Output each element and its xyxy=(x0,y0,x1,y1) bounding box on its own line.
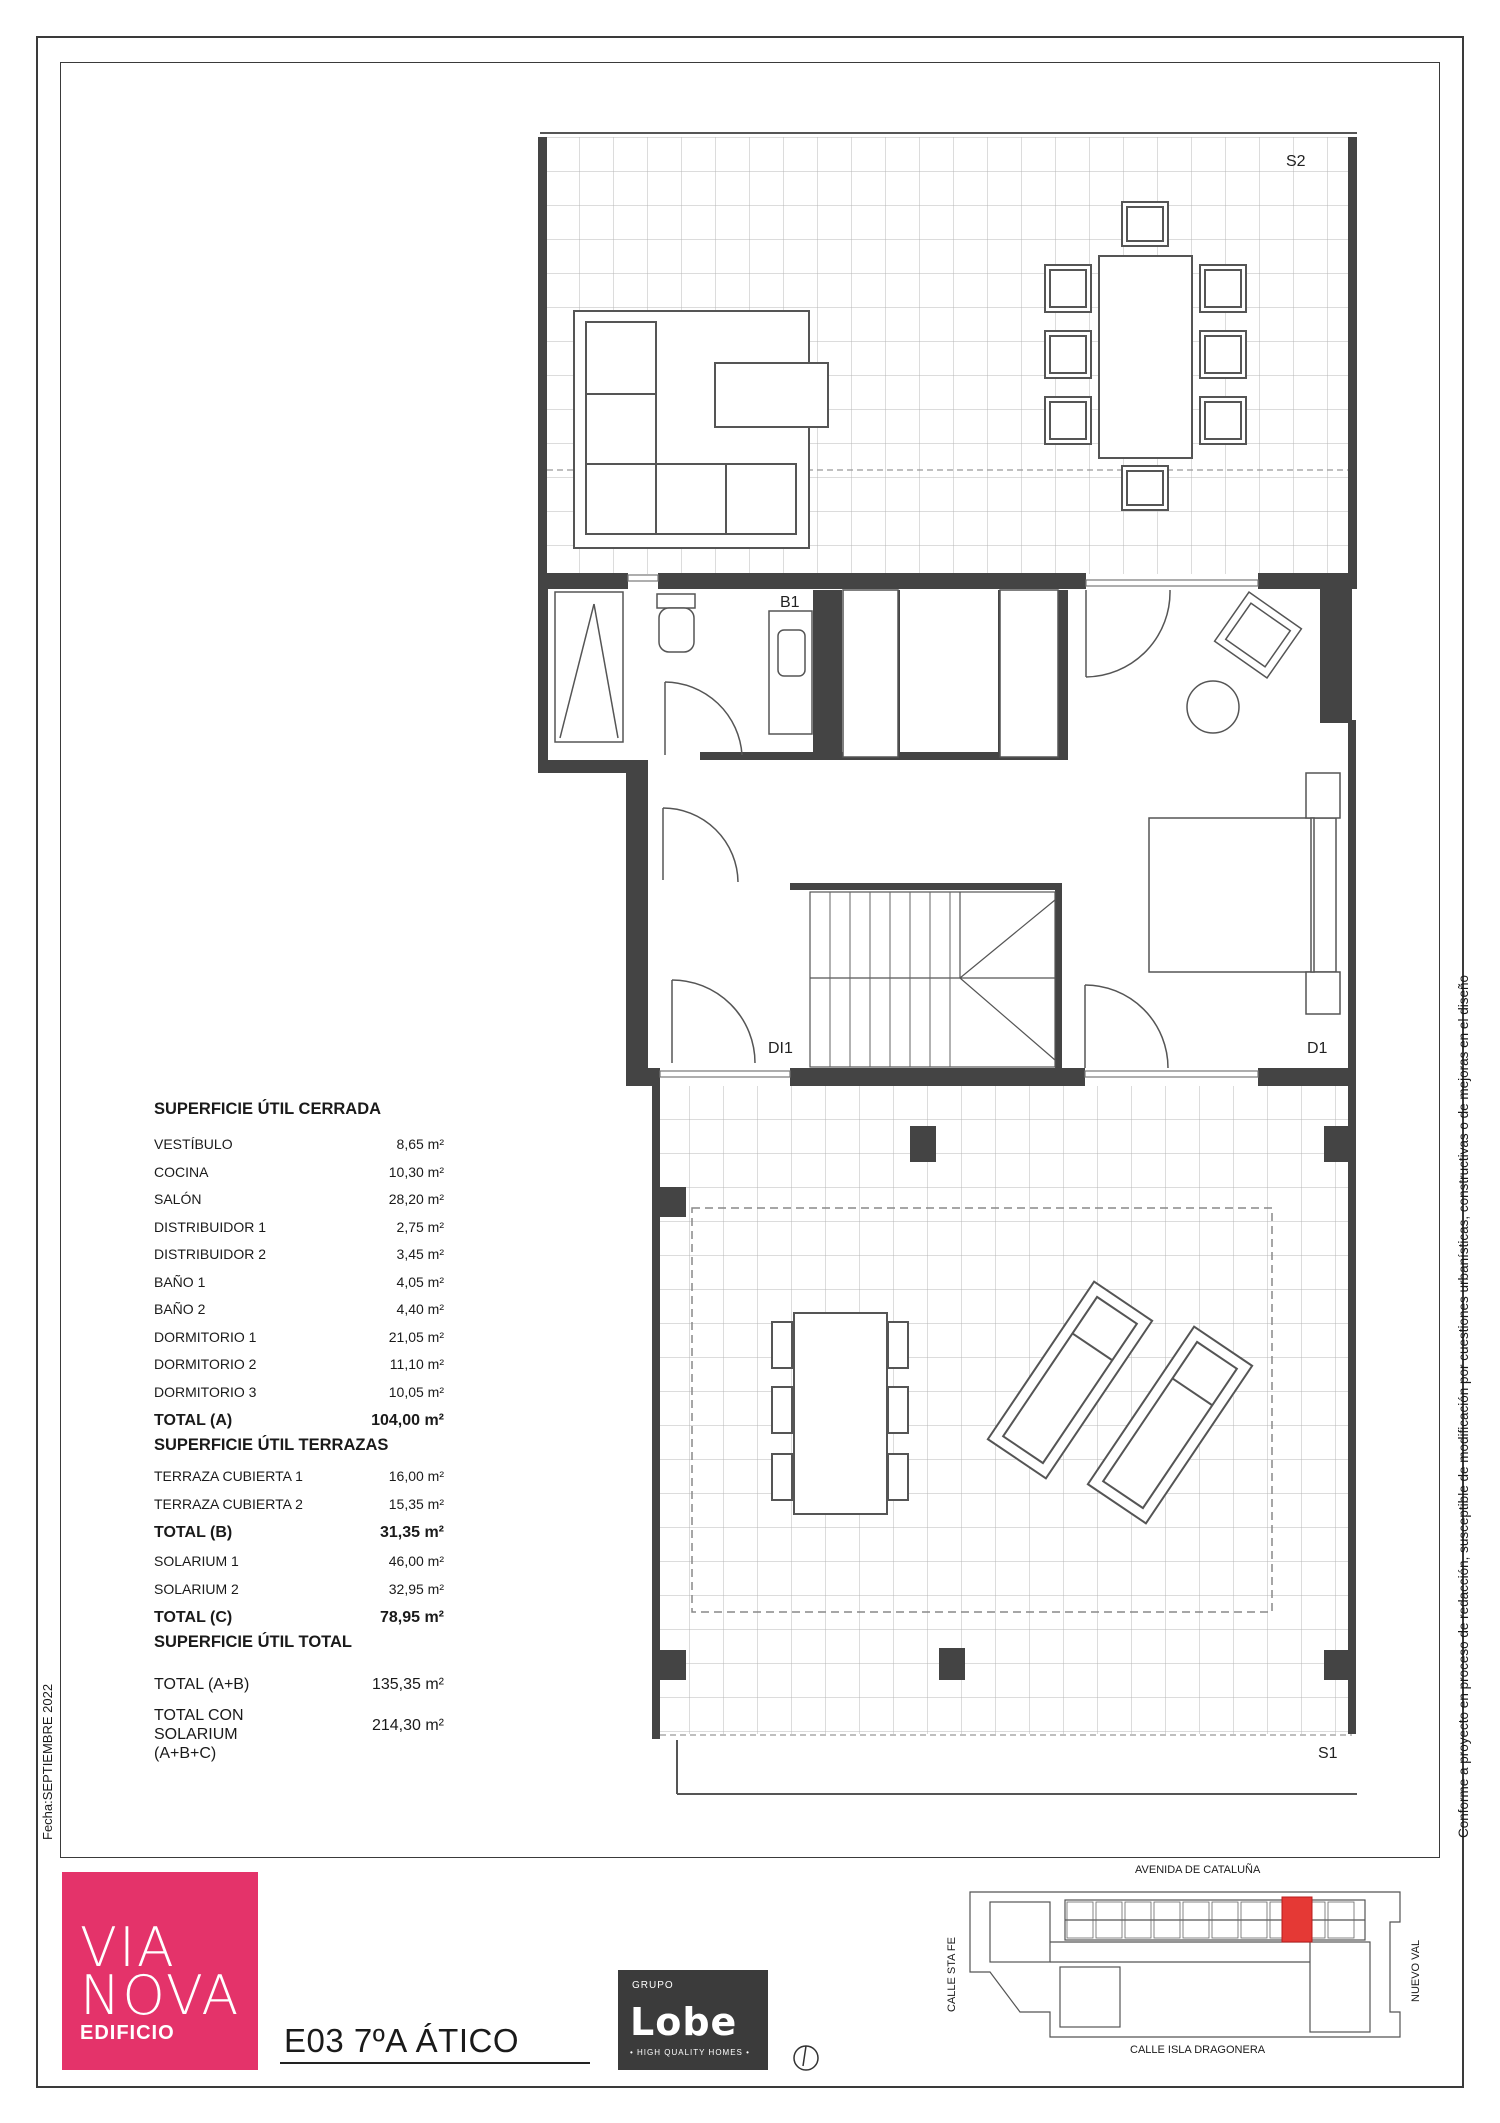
closed-area-value: 10,05 m² xyxy=(388,1383,444,1400)
street-left: CALLE STA FE xyxy=(946,1937,958,2012)
closed-area-row xyxy=(154,1186,444,1214)
logo-edificio: EDIFICIO xyxy=(80,2022,175,2044)
total-b-label: TOTAL (B) xyxy=(154,1524,233,1541)
room-label-b1: B1 xyxy=(780,594,800,611)
disclaimer-note: Conforme a proyecto en proceso de redacción, susceptible de modificación por cuestiones urbanísticas, constructivas o de mejoras en el diseño xyxy=(1456,975,1471,1838)
cabinet-right xyxy=(1000,590,1058,757)
total-c-value: 78,95 m² xyxy=(379,1609,444,1626)
lobe-tagline: • HIGH QUALITY HOMES • xyxy=(630,2048,750,2057)
solarium-value: 46,00 m² xyxy=(388,1553,444,1569)
closed-area-label: VESTÍBULO xyxy=(154,1136,233,1152)
solarium-row xyxy=(154,1576,444,1604)
lobe-logo xyxy=(618,1970,768,2070)
surface-table xyxy=(154,1100,444,1763)
total-abc-row xyxy=(154,1706,444,1763)
street-top: AVENIDA DE CATALUÑA xyxy=(1135,1864,1261,1876)
closed-area-label: DISTRIBUIDOR 1 xyxy=(154,1218,267,1235)
site-location-map xyxy=(930,1862,1430,2062)
closed-area-row xyxy=(154,1324,444,1352)
bedroom-door-bottom xyxy=(1085,985,1168,1068)
closed-area-row xyxy=(154,1131,444,1159)
double-bed xyxy=(1149,773,1340,1014)
closed-area-label: SALÓN xyxy=(154,1191,202,1207)
lobe-grupo: GRUPO xyxy=(632,1980,674,1991)
closed-area-value: 4,05 m² xyxy=(396,1273,444,1290)
staircase xyxy=(810,892,1055,1067)
coffee-table xyxy=(715,363,828,427)
closed-area-value: 4,40 m² xyxy=(396,1301,444,1317)
solarium-label: SOLARIUM 2 xyxy=(154,1580,239,1597)
total-area-heading: SUPERFICIE ÚTIL TOTAL xyxy=(154,1633,353,1651)
closed-area-row xyxy=(154,1269,444,1297)
outdoor-sofa xyxy=(574,311,809,548)
total-c-row xyxy=(154,1603,444,1633)
room-label-d1: D1 xyxy=(1307,1040,1328,1057)
total-ab-row xyxy=(154,1670,444,1700)
site-map-drawing xyxy=(930,1862,1430,2062)
closed-area-value: 2,75 m² xyxy=(396,1218,444,1235)
total-b-row xyxy=(154,1518,444,1548)
closed-area-value: 8,65 m² xyxy=(396,1136,444,1152)
bathroom-door xyxy=(665,682,742,755)
logo-via: VIA xyxy=(80,1916,176,1979)
terrace-label: TERRAZA CUBIERTA 2 xyxy=(154,1495,303,1512)
closed-area-heading: SUPERFICIE ÚTIL CERRADA xyxy=(154,1100,382,1118)
total-ab-label: TOTAL (A+B) xyxy=(154,1676,250,1693)
total-ab-value: 135,35 m² xyxy=(371,1676,444,1693)
logo-nova: NOVA xyxy=(80,1964,241,2027)
total-abc-label xyxy=(154,1706,244,1763)
solarium-value: 32,95 m² xyxy=(388,1580,444,1597)
total-a-row xyxy=(154,1406,444,1436)
street-bottom: CALLE ISLA DRAGONERA xyxy=(1130,2044,1266,2056)
hall-door-bottom xyxy=(672,980,755,1063)
lobe-name: Lobe xyxy=(630,2000,738,2044)
terrace-value: 15,35 m² xyxy=(388,1495,444,1512)
closed-area-label: BAÑO 1 xyxy=(154,1273,206,1290)
total-abc-label-line1: TOTAL CON xyxy=(154,1707,244,1724)
closed-area-value: 10,30 m² xyxy=(388,1163,444,1180)
closed-area-value: 21,05 m² xyxy=(388,1328,444,1345)
terrace-row xyxy=(154,1463,444,1491)
closed-area-label: BAÑO 2 xyxy=(154,1301,206,1317)
cabinet-left xyxy=(843,590,898,757)
closed-area-value: 28,20 m² xyxy=(388,1191,444,1207)
closed-area-rows xyxy=(154,1131,444,1406)
closed-area-row xyxy=(154,1379,444,1407)
closed-area-row xyxy=(154,1296,444,1324)
terrace-rows xyxy=(154,1463,444,1518)
closed-area-row xyxy=(154,1351,444,1379)
terraces-heading: SUPERFICIE ÚTIL TERRAZAS xyxy=(154,1436,389,1454)
bedroom-door-top xyxy=(1086,590,1170,677)
total-c-label: TOTAL (C) xyxy=(154,1609,233,1626)
terrace-value: 16,00 m² xyxy=(388,1468,444,1484)
solarium-label: SOLARIUM 1 xyxy=(154,1553,239,1569)
terrace-label: TERRAZA CUBIERTA 1 xyxy=(154,1468,303,1484)
closed-area-row xyxy=(154,1241,444,1269)
solarium-rows xyxy=(154,1548,444,1603)
total-a-value: 104,00 m² xyxy=(371,1412,444,1429)
room-label-di1: DI1 xyxy=(768,1040,793,1057)
unit-title: E03 7ºA ÁTICO xyxy=(284,2022,519,2059)
closed-area-label: COCINA xyxy=(154,1163,209,1180)
shower xyxy=(555,592,623,742)
room-label-s2: S2 xyxy=(1286,153,1306,170)
total-abc-label-line2: SOLARIUM xyxy=(154,1726,238,1743)
closed-area-row xyxy=(154,1214,444,1242)
armchair xyxy=(1215,592,1302,678)
side-table xyxy=(1187,681,1239,733)
closed-area-label: DORMITORIO 2 xyxy=(154,1356,257,1372)
stair-steps xyxy=(830,892,950,1067)
sink-vanity xyxy=(769,611,812,734)
solarium-row xyxy=(154,1548,444,1576)
closed-area-label: DISTRIBUIDOR 2 xyxy=(154,1246,267,1262)
total-a-label: TOTAL (A) xyxy=(154,1412,233,1429)
room-label-s1: S1 xyxy=(1318,1745,1338,1762)
terrace-row xyxy=(154,1491,444,1519)
north-arrow-icon xyxy=(788,2040,824,2076)
closed-area-row xyxy=(154,1159,444,1187)
date-note: Fecha:SEPTIEMBRE 2022 xyxy=(40,1683,55,1840)
total-b-value: 31,35 m² xyxy=(379,1524,444,1541)
closed-area-value: 11,10 m² xyxy=(389,1356,444,1372)
toilet xyxy=(657,594,695,652)
unit-title-underline xyxy=(280,2062,590,2064)
closed-area-value: 3,45 m² xyxy=(396,1246,444,1262)
total-abc-value: 214,30 m² xyxy=(371,1717,444,1734)
street-right: NUEVO VAL xyxy=(1410,1939,1422,2002)
closed-area-label: DORMITORIO 3 xyxy=(154,1383,257,1400)
hall-door-left xyxy=(663,808,738,882)
closed-area-label: DORMITORIO 1 xyxy=(154,1328,257,1345)
total-abc-label-line3: (A+B+C) xyxy=(154,1745,217,1762)
dining-set-bottom xyxy=(772,1313,908,1514)
vianova-logo xyxy=(62,1872,258,2070)
site-highlight-unit xyxy=(1282,1897,1312,1942)
